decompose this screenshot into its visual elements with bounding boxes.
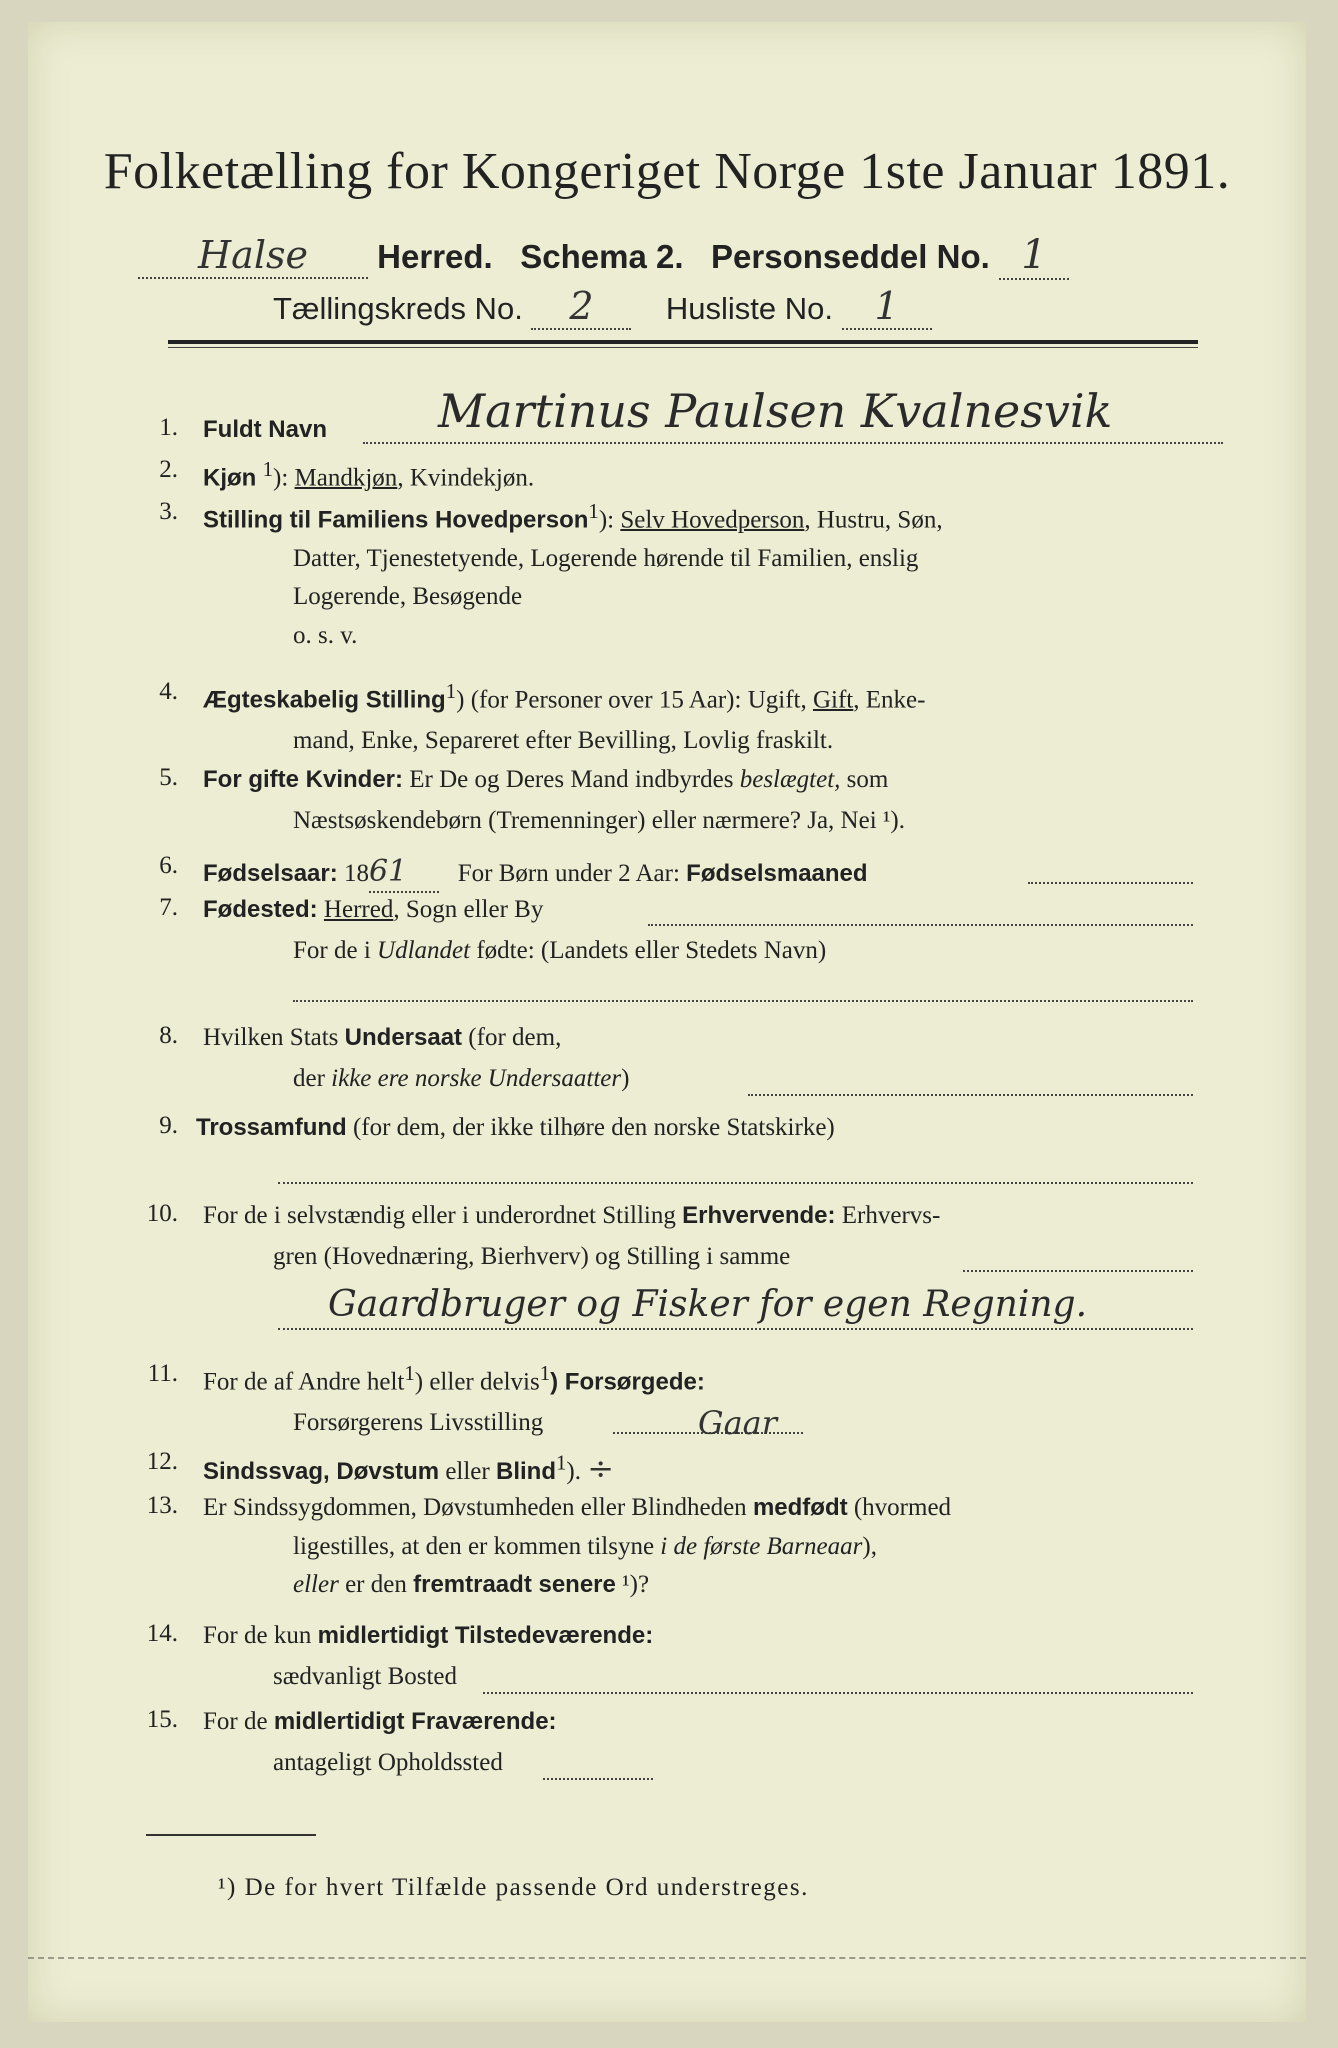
q7-dotline-2 xyxy=(293,1000,1193,1002)
q13-l2a: ligestilles, at den er kommen tilsyne xyxy=(293,1532,661,1560)
q3-selected: Selv Hovedperson xyxy=(620,506,805,534)
q8-l2a: der xyxy=(293,1064,332,1092)
q10-line2: gren (Hovednæring, Bierhverv) og Stilling i samme xyxy=(273,1242,791,1270)
q12-label2: Blind xyxy=(495,1458,556,1485)
q3-row: Stilling til Familiens Hovedperson$^1$): Selv Hovedperson, Hustru, Søn, Datter, Tjenestetyende, Logerende hørende til Familien, enslig Logerende, Besøgende o. s. v. xyxy=(203,498,1213,652)
kreds-line xyxy=(273,284,932,330)
q10-l1b: Erhvervende: xyxy=(682,1202,836,1229)
husliste-label: Husliste No. xyxy=(665,291,833,326)
q7-selected: Herred xyxy=(323,896,394,923)
q2-sup: 1 xyxy=(262,457,273,481)
q15-dotline xyxy=(543,1778,653,1780)
q7-l2a: For de i xyxy=(293,936,378,964)
q5-l1a: Er De og Deres Mand indbyrdes xyxy=(409,766,740,793)
q13-l3a: er den xyxy=(338,1571,414,1598)
q12-mid: eller xyxy=(439,1458,496,1485)
q9-rest: (for dem, der ikke tilhøre den norske Statskirke) xyxy=(346,1114,835,1141)
q11-value: Gaar xyxy=(698,1404,778,1442)
q1-label-row xyxy=(203,414,327,447)
q6-row xyxy=(203,852,868,893)
q8-l2b: ) xyxy=(621,1064,630,1092)
personseddel-label: Personseddel No. xyxy=(711,238,990,275)
q1-label: Fuldt Navn xyxy=(203,416,327,443)
q12-number: 12. xyxy=(146,1448,178,1475)
q4-label: Ægteskabelig Stilling xyxy=(203,686,446,714)
q11-line2: Forsørgerens Livsstilling xyxy=(293,1408,544,1436)
personseddel-value: 1 xyxy=(999,232,1069,280)
q5-l1i: beslægtet, xyxy=(739,766,841,793)
q3-line4: o. s. v. xyxy=(293,621,358,649)
kreds-label: Tællingskreds No. xyxy=(273,291,523,326)
q15-l1a: For de xyxy=(203,1708,274,1735)
q8-row xyxy=(203,1022,1213,1095)
herred-label: Herred. xyxy=(377,238,493,275)
q9-row xyxy=(196,1112,835,1145)
q13-l1c: (hvormed xyxy=(847,1494,952,1521)
census-form xyxy=(28,22,1306,2022)
q4-line2: mand, Enke, Separeret efter Bevilling, Lovlig fraskilt. xyxy=(293,726,834,754)
q8-l1b: Undersaat xyxy=(344,1024,463,1051)
form-title: Folketælling for Kongeriget Norge 1ste Januar 1891. xyxy=(103,143,1231,200)
footnote: ¹) De for hvert Tilfælde passende Ord understreges. xyxy=(218,1874,809,1901)
q7-row xyxy=(203,894,1213,967)
q1-full-name: Martinus Paulsen Kvalnesvik xyxy=(438,384,1113,438)
q14-line2: sædvanligt Bosted xyxy=(273,1662,458,1690)
q13-number: 13. xyxy=(146,1492,178,1519)
q10-occupation: Gaardbruger og Fisker for egen Regning. xyxy=(328,1284,1088,1325)
q5-line2: Næstsøskendebørn (Tremenninger) eller nærmere? Ja, Nei ¹). xyxy=(293,806,905,834)
q11-l1c: ) Forsørgede: xyxy=(550,1368,705,1396)
q6-rest-bold: Fødselsmaaned xyxy=(686,860,868,887)
q9-label: Trossamfund xyxy=(196,1114,347,1141)
q8-l1c: (for dem, xyxy=(462,1024,562,1051)
q1-dotline xyxy=(363,442,1223,444)
q3-line3: Logerende, Besøgende xyxy=(293,583,523,611)
q12-label: Sindssvag, Døvstum xyxy=(203,1458,440,1485)
q5-row xyxy=(203,764,1213,837)
q13-row xyxy=(203,1492,1213,1602)
q6-number: 6. xyxy=(159,852,178,879)
schema-label: Schema 2. xyxy=(520,238,684,275)
q4-number: 4. xyxy=(159,678,178,705)
q6-prefix: 18 xyxy=(343,860,369,887)
q2-selected: Mandkjøn xyxy=(294,464,398,492)
q15-line2: antageligt Opholdssted xyxy=(273,1748,503,1776)
q10-number: 10. xyxy=(146,1200,178,1227)
q14-row xyxy=(203,1620,1213,1693)
q14-number: 14. xyxy=(146,1620,178,1647)
q13-l2i: i de første Barneaar xyxy=(660,1532,863,1560)
q7-rest: , Sogn eller By xyxy=(393,896,544,923)
q3-label: Stilling til Familiens Hovedperson xyxy=(203,506,589,534)
q14-l1b: midlertidigt Tilstedeværende: xyxy=(317,1622,654,1649)
q4-selected: Gift xyxy=(812,686,854,714)
q13-l3i: eller xyxy=(293,1571,339,1598)
q6-dotline xyxy=(1028,882,1193,884)
q7-dotline-1 xyxy=(648,924,1193,926)
q3-sup: 1 xyxy=(588,499,599,523)
q15-row xyxy=(203,1706,1213,1779)
q13-l1a: Er Sindssygdommen, Døvstumheden eller Blindheden xyxy=(203,1494,753,1521)
perforation-line xyxy=(28,1957,1306,1977)
q5-number: 5. xyxy=(159,764,178,791)
q8-number: 8. xyxy=(159,1022,178,1049)
q15-number: 15. xyxy=(146,1706,178,1733)
herred-value: Halse xyxy=(138,233,368,279)
q5-l1b: som xyxy=(840,766,889,793)
q12-row: Sindssvag, Døvstum eller Blind$^1$). ÷ xyxy=(203,1449,615,1487)
q2-rest: , Kvindekjøn. xyxy=(397,464,535,492)
q10-l1c: Erhvervs- xyxy=(835,1202,941,1229)
q10-dotline-2 xyxy=(278,1328,1193,1330)
q6-year-value: 61 xyxy=(369,852,439,893)
header-rule xyxy=(168,340,1198,348)
q12-rest: ). xyxy=(566,1458,581,1485)
q14-l1a: For de kun xyxy=(203,1622,318,1649)
q7-label: Fødested: xyxy=(203,896,318,923)
q13-l3b: fremtraadt senere xyxy=(413,1571,616,1598)
q14-dotline xyxy=(483,1692,1193,1694)
q9-dotline xyxy=(278,1182,1193,1184)
q2-label: Kjøn xyxy=(203,464,257,492)
q4-l1a: ) (for Personer over 15 Aar): Ugift, xyxy=(456,686,813,714)
q4-row xyxy=(203,678,1213,757)
q5-label: For gifte Kvinder: xyxy=(203,766,404,793)
q11-row: For de af Andre helt$^1$) eller delvis$^1$) Forsørgede: Forsørgerens Livsstilling xyxy=(203,1360,1213,1439)
q6-rest: For Børn under 2 Aar: xyxy=(457,860,687,887)
kreds-value: 2 xyxy=(531,284,631,330)
q4-l1b: , Enke- xyxy=(853,686,926,714)
q15-l1b: midlertidigt Fraværende: xyxy=(273,1708,557,1735)
q13-l3c: ¹)? xyxy=(615,1571,650,1598)
q11-l1b: ) eller delvis xyxy=(414,1368,540,1396)
q9-number: 9. xyxy=(159,1112,178,1139)
q2-row: Kjøn $^1$): Mandkjøn, Kvindekjøn. xyxy=(203,457,535,492)
q8-l1a: Hvilken Stats xyxy=(203,1024,345,1051)
q6-label: Fødselsaar: xyxy=(203,860,338,887)
q13-l1b: medfødt xyxy=(752,1494,848,1521)
q1-number: 1. xyxy=(159,414,178,441)
q11-l1a: For de af Andre helt xyxy=(203,1368,405,1396)
footnote-rule xyxy=(146,1834,316,1836)
q2-number: 2. xyxy=(159,456,178,483)
q13-l2b: ), xyxy=(862,1532,877,1560)
q7-l2b: fødte: (Landets eller Stedets Navn) xyxy=(470,936,827,964)
q3-l1rest: , Hustru, Søn, xyxy=(804,506,943,534)
q7-l2i: Udlandet xyxy=(377,936,471,964)
q10-l1a: For de i selvstændig eller i underordnet Stilling xyxy=(203,1202,683,1229)
husliste-value: 1 xyxy=(842,284,932,330)
q8-dotline xyxy=(748,1094,1193,1096)
q4-sup: 1 xyxy=(445,679,457,703)
q10-dotline-1 xyxy=(963,1270,1193,1272)
q11-number: 11. xyxy=(147,1360,178,1387)
q3-line2: Datter, Tjenestetyende, Logerende hørende til Familien, enslig xyxy=(293,544,919,572)
q10-row xyxy=(203,1200,1213,1273)
q12-value: ÷ xyxy=(587,1449,615,1487)
q7-number: 7. xyxy=(159,894,178,921)
herred-line xyxy=(138,232,1069,280)
q3-number: 3. xyxy=(159,498,178,525)
q8-l2i: ikke ere norske Undersaatter xyxy=(331,1064,622,1092)
